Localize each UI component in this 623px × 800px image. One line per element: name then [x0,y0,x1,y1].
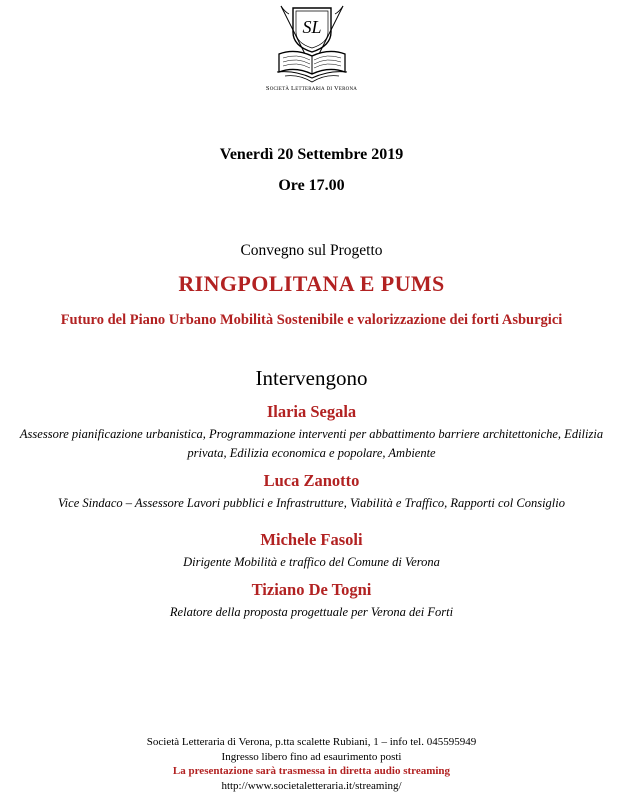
event-intro: Convegno sul Progetto [240,242,383,259]
footer-entry: Ingresso libero fino ad esaurimento posti [221,751,402,763]
speaker-name: Ilaria Segala [266,402,357,421]
event-title: RINGPOLITANA E PUMS [178,271,445,296]
event-time: Ore 17.00 [278,177,345,194]
event-subtitle: Futuro del Piano Urbano Mobilità Sostenibile e valorizzazione dei forti Asburgici [60,312,563,328]
footer-address: Società Letteraria di Verona, p.tta scalette Rubiani, 1 – info tel. 045595949 [146,736,477,748]
speaker-role: Relatore della proposta progettuale per Verona dei Forti [169,605,454,619]
speaker-role: Assessore pianificazione urbanistica, Programmazione interventi per abbattimento barriere architettoniche, Edilizia [19,427,604,441]
event-date: Venerdì 20 Settembre 2019 [219,146,404,163]
speaker-role: privata, Edilizia economica e popolare, Ambiente [187,446,436,460]
speakers-heading: Intervengono [255,366,368,390]
logo-caption: Società Letteraria di Verona [265,85,358,92]
footer-streaming-notice: La presentazione sarà trasmessa in diretta audio streaming [172,765,451,777]
logo-monogram: SL [301,17,322,37]
speaker-role: Dirigente Mobilità e traffico del Comune di Verona [183,555,440,569]
society-logo [0,2,623,92]
speaker-name: Michele Fasoli [260,530,363,549]
speaker-name: Luca Zanotto [263,471,360,490]
book-emblem-icon [271,2,353,84]
speaker-role: Vice Sindaco – Assessore Lavori pubblici e Infrastrutture, Viabilità e Traffico, Rapporti col Consiglio [57,496,566,510]
footer-streaming-link[interactable]: http://www.societaletteraria.it/streaming/ [221,780,402,792]
speaker-name: Tiziano De Togni [251,580,372,599]
